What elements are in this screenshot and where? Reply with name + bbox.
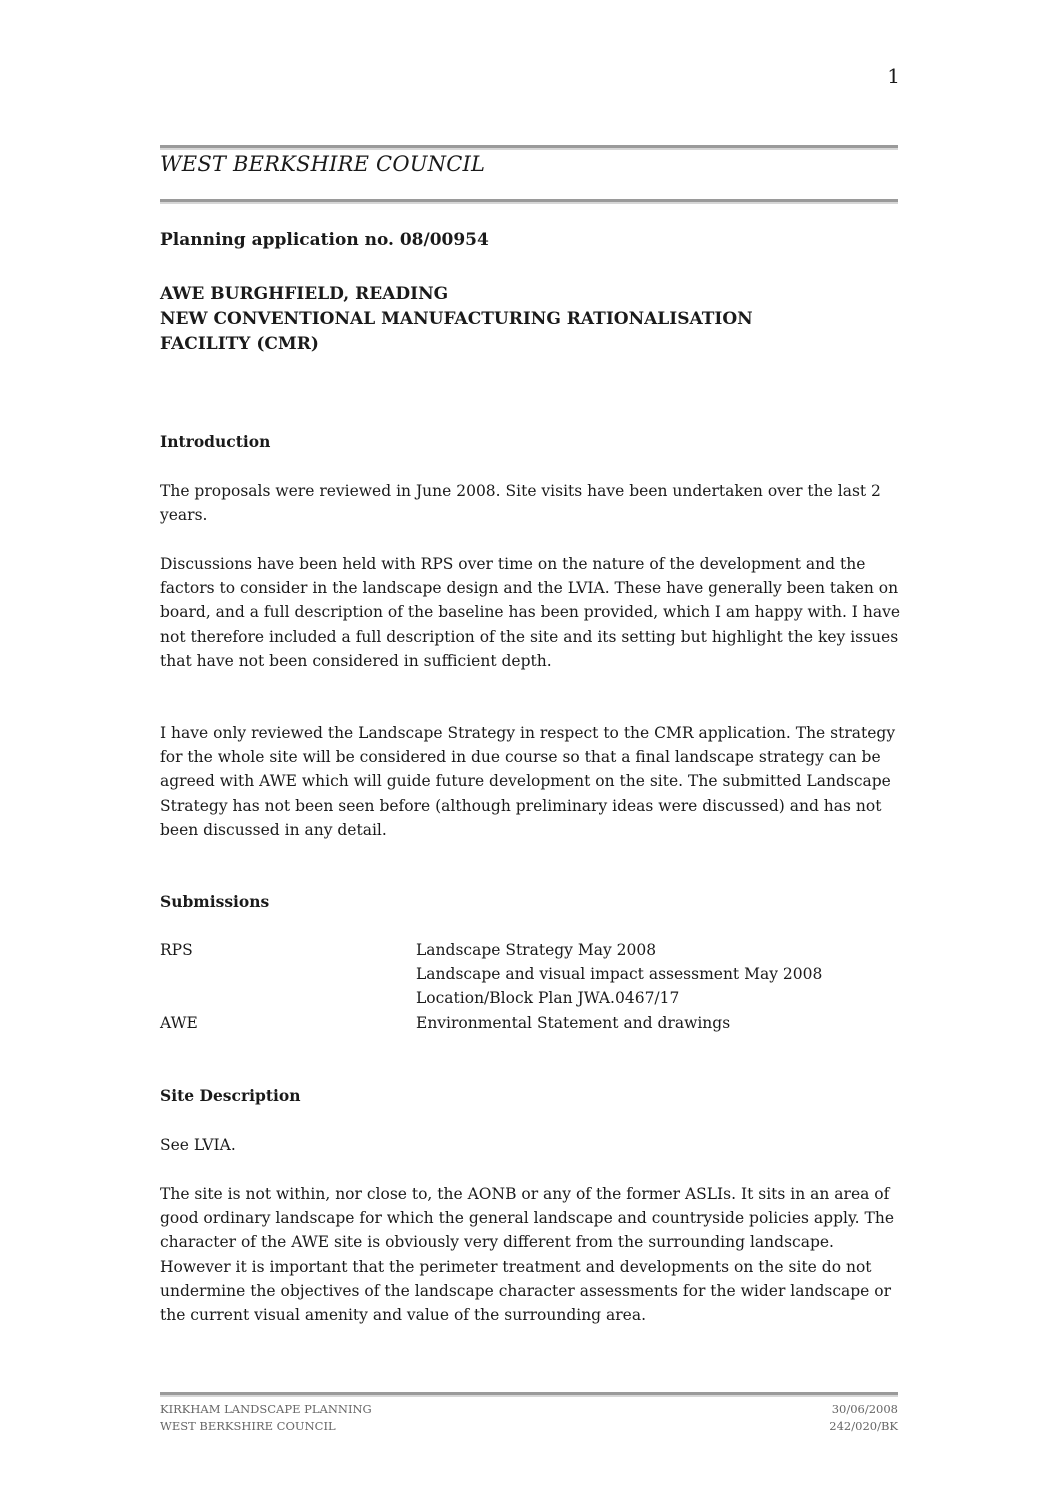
title-bottom-rule <box>160 199 898 202</box>
site-description-heading: Site Description <box>160 1086 301 1105</box>
submission-docs <box>416 938 822 1011</box>
introduction-paragraph: I have only reviewed the Landscape Strategy in respect to the CMR application. The strategy for the whole site will be considered in due course so that a final landscape strategy can be agreed with AWE which will guide future development on the site. The submitted Landscape Strategy has not been seen before (although preliminary ideas were discussed) and has not been discussed in any detail. <box>160 724 896 839</box>
submission-row <box>160 938 900 1011</box>
submission-doc: Environmental Statement and drawings <box>416 1013 731 1032</box>
site-description-paragraph: See LVIA. <box>160 1136 236 1154</box>
council-title: WEST BERKSHIRE COUNCIL <box>160 152 486 176</box>
site-description-paragraph: The site is not within, nor close to, the AONB or any of the former ASLIs. It sits in an area of good ordinary landscape for which the general landscape and countryside policies apply. The character of the AWE site is obviously very different from the surrounding landscape. However it is important that the perimeter treatment and developments on the site do not undermine the objectives of the landscape character assessments for the wider landscape or the current visual amenity and value of the surrounding area. <box>160 1185 895 1325</box>
introduction-paragraph: The proposals were reviewed in June 2008. Site visits have been undertaken over the last 2 years. <box>160 482 881 525</box>
footer-rule <box>160 1392 898 1395</box>
footer-reference: 242/020/BK <box>829 1419 898 1433</box>
footer-left <box>160 1401 372 1435</box>
submissions-table <box>160 938 900 1035</box>
project-title-line: AWE BURGHFIELD, READING <box>160 284 449 304</box>
submission-docs <box>416 1011 730 1035</box>
introduction-heading: Introduction <box>160 432 271 451</box>
page-number: 1 <box>887 64 900 88</box>
footer-author: KIRKHAM LANDSCAPE PLANNING <box>160 1402 372 1416</box>
footer-client: WEST BERKSHIRE COUNCIL <box>160 1419 336 1433</box>
project-title-line: FACILITY (CMR) <box>160 334 319 354</box>
footer-right <box>829 1401 898 1435</box>
footer <box>160 1401 898 1435</box>
project-title <box>160 282 898 357</box>
title-top-rule <box>160 145 898 148</box>
submission-row <box>160 1011 900 1035</box>
submission-org: RPS <box>160 941 193 959</box>
submissions-heading: Submissions <box>160 892 270 911</box>
application-number: Planning application no. 08/00954 <box>160 230 489 250</box>
submission-doc: Landscape Strategy May 2008 <box>416 941 657 959</box>
footer-date: 30/06/2008 <box>831 1402 898 1416</box>
submission-doc: Landscape and visual impact assessment May 2008 <box>416 965 823 984</box>
submission-org: AWE <box>160 1013 198 1032</box>
project-title-line: NEW CONVENTIONAL MANUFACTURING RATIONALISATION <box>160 309 753 329</box>
submission-doc: Location/Block Plan JWA.0467/17 <box>416 989 680 1008</box>
introduction-paragraph: Discussions have been held with RPS over time on the nature of the development and the factors to consider in the landscape design and the LVIA. These have generally been taken on board, and a full description of the baseline has been provided, which I am happy with. I have not therefore included a full description of the site and its setting but highlight the key issues that have not been considered in sufficient depth. <box>160 555 901 670</box>
